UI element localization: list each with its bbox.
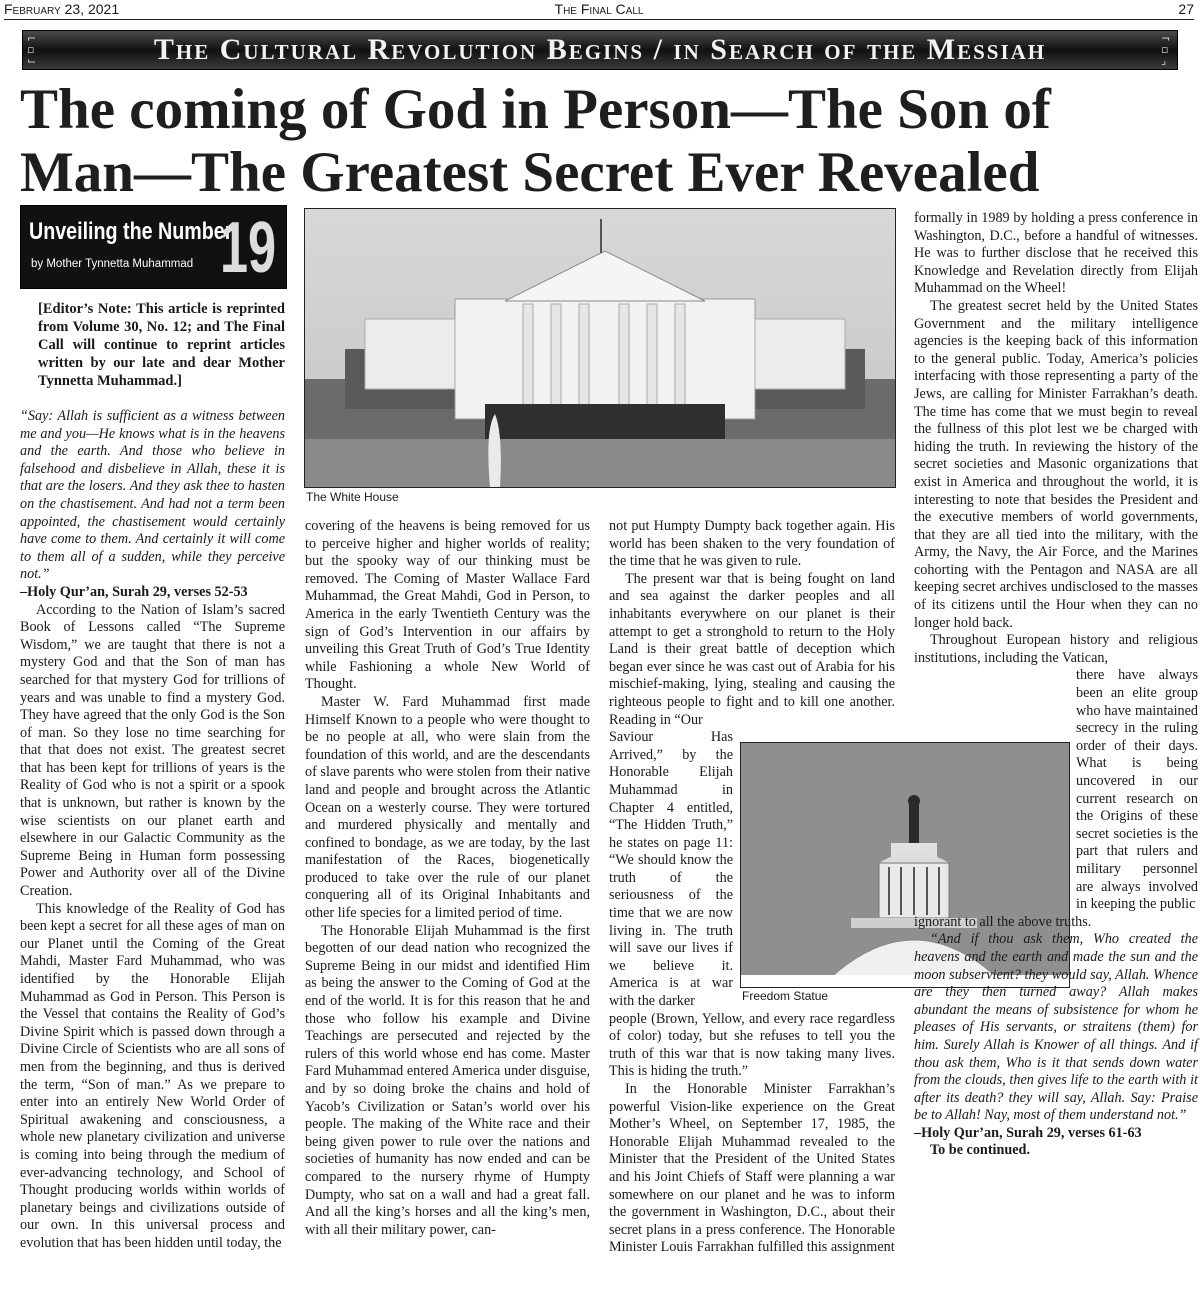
column-logo-number: 19 bbox=[219, 208, 276, 288]
section-banner-text: The Cultural Revolution Begins / in Search of the Messiah bbox=[153, 33, 1047, 66]
col2-paragraph-1: covering of the heavens is being removed for us to perceive higher and higher worlds of reality; but the spooky way of our thinking must be removed. The Coming of Master Wallace Fard Muhammad, the Great Mahdi, God in Person, to America in the early Twentieth Century was the sign of God’s Intervention in our affairs by unveiling this Great Truth of God’s True Identity while Fashioning a whole New World of Thought. bbox=[305, 518, 590, 693]
closing-quote: “And if thou ask them, Who created the heavens and the earth and made the sun and the moon subservient? they would say, Allah. Whence are they then turned away? Allah makes abundant the means of subsistence for whom he pleases of His servants, or straitens (them) for him. Surely Allah is Knower of all things. And if thou ask them, Who is it that sends down water from the clouds, then gives life to the earth with it after its death? they will say, Allah. Say: Praise be to Allah! Nay, most of them understand not.” bbox=[914, 931, 1198, 1124]
white-house-photo bbox=[304, 208, 896, 488]
white-house-image bbox=[305, 209, 895, 487]
col4-paragraph-2: The greatest secret held by the United States Government and the military intelligence agencies is the keeping back of this information to the general public. Today, America’s policies interfacing with those representing a party of the Jews, are calling for Minister Farrakhan’s death. The time has come that we must begin to reveal the fullness of this plot lest we be charged with hiding the truth. In reviewing the history of the secret societies and Masonic organizations that exist in America and throughout the world, it is interesting to note that besides the President and the executive members of world governments, that they are all tied into the military, with the Army, the Navy, the Air Force, and the Marines cohorting with the Pentagon and NASA are all keeping secret archives undisclosed to the masses of its citizens until the Hour when they can no longer hold back. bbox=[914, 297, 1198, 631]
col3-narrow-paragraph: Saviour Has Arrived,” by the Honorable Elijah Muhammad in Chapter 4 entitled, “The Hidden Truth,” he states on page 11: “We should know the truth of the seriousness of the time that we are now living in. The truth will save our lives if we believe it. America is at war with the darker bbox=[609, 729, 733, 1010]
col2-paragraph-2: Master W. Fard Muhammad first made Himself Known to a people who were thought to be no people at all, who were slain from the foundation of this world, and are the descendants of slave parents who were stolen from their native land and people and brought across the Atlantic Ocean on a westerly course. They were tortured and murdered physically and mentally and confined to bondage, as we are today, by the last manifestation of the Races, biogenetically produced to take over the rule of our planet conquering all of its Original Inhabitants and other life species for a limited period of time. bbox=[305, 693, 590, 922]
col1-paragraph-2: This knowledge of the Reality of God has been kept a secret for all these ages of man on our Planet until the Coming of the Great Mahdi, Master Fard Muhammad, who was identified by the Honorable Elijah Muhammad as God in Person. This Person is the Vessel that contains the Reality of God’s Divine Spirit which is passed down through a Divine Circle of Scientists who are all sons of men from the beginning, and thus is derived the term, “Son of man.” As we prepare to enter into an entirely New World Order of Spiritual awakening and consciousness, a whole new planetary civilization and universe is coming into being through the medium of ever-advancing technology, and School of Thought producing worlds within worlds of planetary beings and civilizations outside of our own. In this universal process and evolution that has been hidden until today, the bbox=[20, 900, 285, 1251]
header-rule bbox=[4, 19, 1194, 20]
column-logo-title: Unveiling the Number bbox=[29, 218, 233, 245]
col3-paragraph-3: people (Brown, Yellow, and every race regardless of color) today, but she refuses to tell you the truth of this war that is now taking many lives. This is hiding the truth.” bbox=[609, 1010, 895, 1080]
col2-paragraph-3: The Honorable Elijah Muhammad is the first begotten of our dead nation who recognized the Supreme Being in our midst and identified Him as being the answer to the Coming of God at the end of the world. It is for this reason that he and those who follow his example and Divine Teachings are persecuted and rejected by the rulers of this world whose end has come. Master Fard Muhammad entered America under disguise, and by so doing broke the chains and hold of Yacob’s Civilization or Satan’s world over his people. The making of the White race and their being given power to rule over the nations and societies of humanity has now ended and can be compared to the nursery rhyme of Humpty Dumpty, who sat on a wall and had a great fall. And all the king’s horses and all the king’s men, with all their military power, can- bbox=[305, 922, 590, 1238]
section-banner bbox=[22, 30, 1178, 70]
banner-ornament-right-icon: ¬ ▫ ⌟ bbox=[1161, 32, 1171, 67]
col1-paragraph-1: According to the Nation of Islam’s sacred Book of Lessons called “The Supreme Wisdom,” we are taught that there is not a mystery God and that the Son of man has searched for that mystery God for trillions of years and was unable to find a mystery God. They have agreed that the only God is the Son of man. So they lose no time searching for that that does not exist. The greatest secret that has been kept for trillions of years is the Reality of God who is not a spirit or a spook that is unknown, but rather is known by the wise scientists on our planet earth and elsewhere in our Galactic Community as the Supreme Being in Human form possessing Power and Authority over all of the Divine Creation. bbox=[20, 601, 285, 900]
col3-paragraph-1: not put Humpty Dumpty back together again. His world has been shaken to the very foundation of the time that he was given to rule. bbox=[609, 518, 895, 570]
col4-paragraph-1: formally in 1989 by holding a press conference in Washington, D.C., before a handful of witnesses. He was to further disclose that he received this Knowledge and Revelation directly from Elijah Muhammad on the Wheel! bbox=[914, 210, 1198, 297]
col4-paragraph-4: ignorant to all the above truths. bbox=[914, 913, 1092, 930]
white-house-caption: The White House bbox=[306, 490, 399, 504]
col3-paragraph-2: The present war that is being fought on land and sea against the darker peoples and all inhabitants everywhere on our planet is their attempt to get a stronghold to return to the Holy Land is their great battle of deception which began ever since he was cast out of Arabia for his mischief-making, lying, stealing and causing the righteous people to fight and to kill one another. Reading in “Our bbox=[609, 570, 895, 728]
headline-line-2: Man—The Greatest Secret Ever Revealed bbox=[20, 141, 1040, 204]
col4-paragraph-3: Throughout European history and religious institutions, including the Vatican, bbox=[914, 632, 1198, 666]
closing-quote-source: –Holy Qur’an, Surah 29, verses 61-63 bbox=[914, 1124, 1142, 1141]
opening-quote-source: –Holy Qur’an, Surah 29, verses 52-53 bbox=[20, 583, 248, 600]
page-number: 27 bbox=[1178, 1, 1194, 17]
article-headline bbox=[20, 78, 1190, 204]
page-header bbox=[4, 0, 1194, 18]
publication-name: The Final Call bbox=[554, 1, 644, 17]
to-be-continued: To be continued. bbox=[930, 1142, 1030, 1159]
issue-date: February 23, 2021 bbox=[4, 1, 120, 17]
headline-line-1: The coming of God in Person—The Son of bbox=[20, 78, 1051, 141]
opening-quote: “Say: Allah is sufficient as a witness between me and you—He knows what is in the heavens and the earth. And those who believe in falsehood and disbelieve in Allah, these it is that are the losers. And they ask thee to hasten on the chastisement. And had not a term been appointed, the chastisement would certainly have come to them. And certainly it will come to them all of a sudden, while they perceive not.” bbox=[20, 408, 285, 583]
statue-caption: Freedom Statue bbox=[742, 989, 829, 1003]
col4-narrow-paragraph: there have always been an elite group who have maintained secrecy in the ruling order of their days. What is being uncovered in our current research on the Origins of these secret societies is the part that rulers and military personnel are always involved in keeping the public bbox=[1076, 667, 1198, 913]
column-2 bbox=[305, 518, 590, 1239]
column-logo-byline: by Mother Tynnetta Muhammad bbox=[31, 258, 194, 270]
editor-note: [Editor’s Note: This article is reprinted from Volume 30, No. 12; and The Final Call will continue to reprint articles written by our late and dear Mother Tynnetta Muhammad.] bbox=[38, 301, 285, 389]
column-logo bbox=[20, 205, 287, 289]
banner-ornament-left-icon: ⌐ ▫ ⌙ bbox=[27, 32, 37, 67]
column-1 bbox=[20, 300, 285, 1253]
col3-paragraph-4: In the Honorable Minister Farrakhan’s powerful Vision-like experience on the Great Mother’s Wheel, on September 17, 1985, the Honorable Elijah Muhammad revealed to the Minister that the President of the United States and his Joint Chiefs of Staff were planning a war somewhere on our planet and he was to inform the government in Washington, D.C., about their secret plans in a press conference. The Honorable Minister Louis Farrakhan fulfilled this assignment bbox=[609, 1081, 895, 1256]
column-4 bbox=[914, 210, 1198, 1160]
